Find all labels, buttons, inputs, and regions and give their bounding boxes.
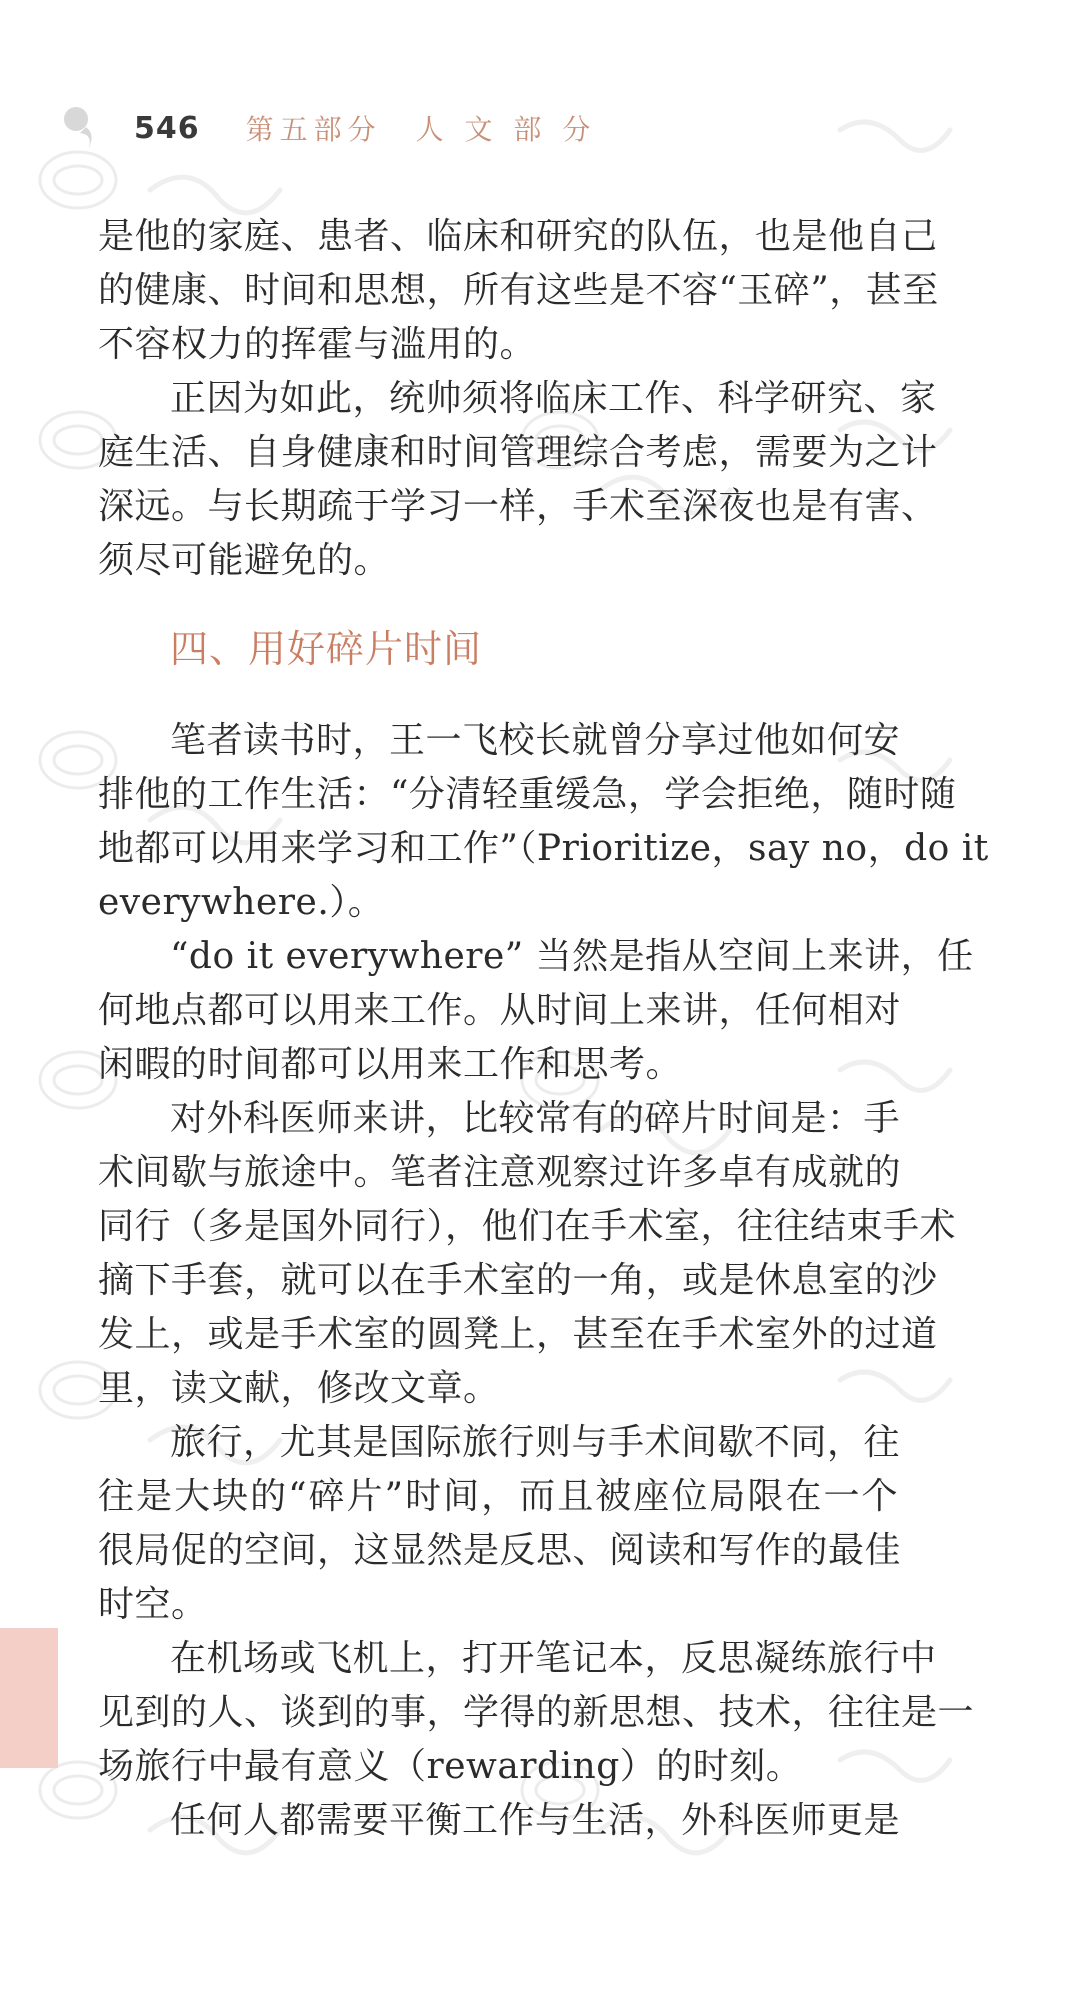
drop-icon [60, 105, 106, 151]
text-line: 庭生活、自身健康和时间管理综合考虑，需要为之计 [98, 432, 938, 473]
text-line: 发上，或是手术室的圆凳上，甚至在手术室外的过道 [98, 1314, 938, 1355]
paragraph-7 [98, 1632, 975, 1794]
side-accent-bar [0, 1628, 58, 1768]
paragraph-2 [98, 372, 938, 588]
text-line: 是他的家庭、患者、临床和研究的队伍，也是他自己 [98, 216, 938, 257]
text-line: 闲暇的时间都可以用来工作和思考。 [98, 1044, 683, 1085]
text-line: 排他的工作生活：“分清轻重缓急，学会拒绝，随时随 [98, 774, 957, 815]
page-number: 546 [134, 110, 200, 146]
text-line: 须尽可能避免的。 [98, 540, 391, 581]
text-line: 场旅行中最有意义（rewarding）的时刻。 [98, 1746, 803, 1787]
paragraph-6 [98, 1416, 902, 1632]
paragraph-3 [98, 714, 989, 930]
text-line: 的健康、时间和思想，所有这些是不容“玉碎”，甚至 [98, 270, 939, 311]
text-line: 时空。 [98, 1584, 208, 1625]
text-line: 术间歇与旅途中。笔者注意观察过许多卓有成就的 [98, 1152, 902, 1193]
section-title: 第五部分 人 文 部 分 [245, 113, 597, 146]
text-line: 见到的人、谈到的事，学得的新思想、技术，往往是一 [98, 1692, 975, 1733]
text-line: “do it everywhere” 当然是指从空间上来讲，任 [170, 936, 974, 977]
text-line: 往是大块的“碎片”时间，而且被座位局限在一个 [98, 1476, 898, 1517]
text-line: 不容权力的挥霍与滥用的。 [98, 324, 537, 365]
paragraph-1 [98, 210, 939, 372]
text-line: 很局促的空间，这显然是反思、阅读和写作的最佳 [98, 1530, 902, 1571]
text-line: 同行（多是国外同行），他们在手术室，往往结束手术 [98, 1206, 957, 1247]
text-line: 旅行，尤其是国际旅行则与手术间歇不同，往 [170, 1422, 901, 1463]
text-line: 地都可以用来学习和工作”（Prioritize，say no，do it [98, 828, 989, 869]
text-line: 何地点都可以用来工作。从时间上来讲，任何相对 [98, 990, 902, 1031]
paragraph-5 [98, 1092, 957, 1416]
page-header [60, 98, 596, 158]
body-text [98, 210, 989, 1848]
section-heading: 四、用好碎片时间 [170, 627, 483, 671]
text-line: 摘下手套，就可以在手术室的一角，或是休息室的沙 [98, 1260, 938, 1301]
text-line: everywhere.）。 [98, 882, 385, 923]
text-line: 对外科医师来讲，比较常有的碎片时间是：手 [170, 1098, 901, 1139]
text-line: 里，读文献，修改文章。 [98, 1368, 500, 1409]
text-line: 在机场或飞机上，打开笔记本，反思凝练旅行中 [170, 1638, 937, 1679]
paragraph-8 [98, 1794, 901, 1848]
text-line: 正因为如此，统帅须将临床工作、科学研究、家 [170, 378, 937, 419]
text-line: 笔者读书时，王一飞校长就曾分享过他如何安 [170, 720, 901, 761]
paragraph-4 [98, 930, 974, 1092]
text-line: 深远。与长期疏于学习一样，手术至深夜也是有害、 [98, 486, 938, 527]
text-line: 任何人都需要平衡工作与生活，外科医师更是 [170, 1800, 901, 1841]
